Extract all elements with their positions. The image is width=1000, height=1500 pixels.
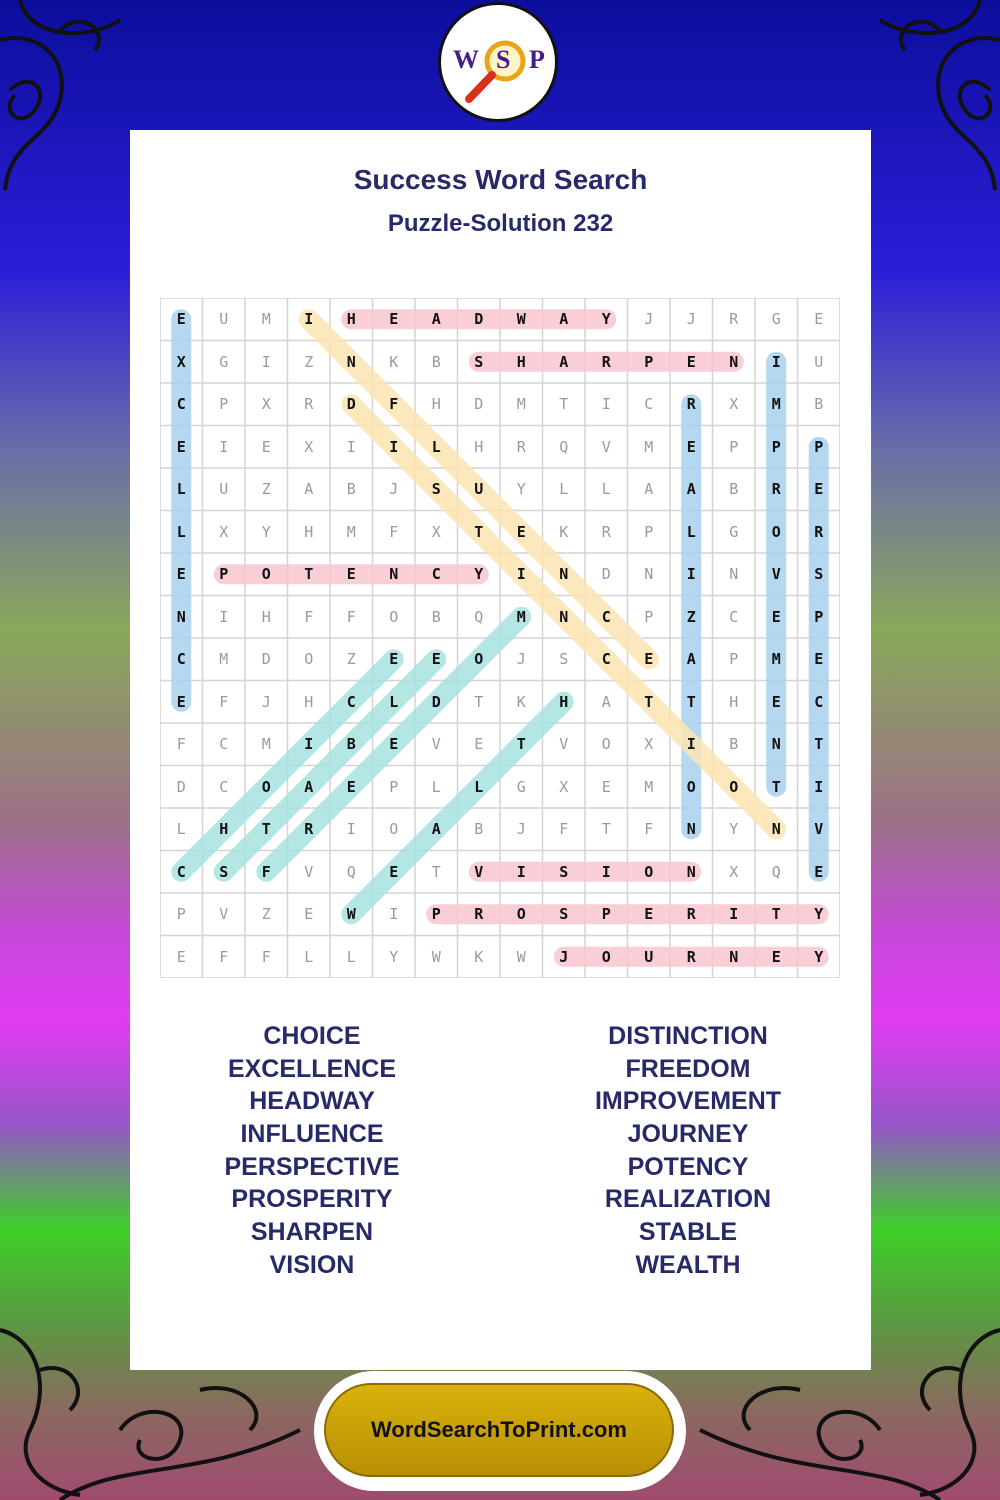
- grid-cell[interactable]: E: [261, 437, 271, 456]
- grid-cell[interactable]: O: [389, 607, 399, 626]
- grid-cell[interactable]: I: [219, 437, 229, 456]
- grid-cell[interactable]: O: [516, 905, 526, 924]
- grid-cell[interactable]: C: [644, 395, 654, 414]
- grid-cell[interactable]: N: [686, 820, 696, 839]
- grid-cell[interactable]: T: [771, 777, 781, 796]
- grid-cell[interactable]: E: [814, 310, 824, 329]
- word-list-item: SHARPEN: [250, 1218, 374, 1247]
- grid-cell[interactable]: N: [729, 352, 739, 371]
- grid-cell[interactable]: R: [304, 395, 314, 414]
- grid-cell[interactable]: A: [559, 352, 569, 371]
- grid-cell[interactable]: O: [729, 777, 739, 796]
- grid-cell[interactable]: F: [261, 862, 271, 881]
- grid-cell[interactable]: A: [431, 310, 441, 329]
- grid-cell[interactable]: I: [304, 735, 314, 754]
- grid-cell[interactable]: C: [176, 395, 186, 414]
- grid-cell[interactable]: B: [474, 820, 484, 839]
- grid-cell[interactable]: J: [261, 692, 271, 711]
- logo-letter-w: W: [453, 45, 479, 74]
- grid-cell[interactable]: O: [474, 650, 484, 669]
- grid-cell[interactable]: M: [644, 437, 654, 456]
- grid-cell[interactable]: N: [686, 862, 696, 881]
- grid-cell[interactable]: M: [771, 650, 781, 669]
- grid-cell[interactable]: D: [601, 565, 611, 584]
- grid-cell[interactable]: O: [389, 820, 399, 839]
- grid-cell[interactable]: N: [729, 565, 739, 584]
- grid-cell[interactable]: B: [346, 480, 356, 499]
- grid-cell[interactable]: T: [686, 692, 696, 711]
- grid-cell[interactable]: I: [389, 905, 399, 924]
- grid-cell[interactable]: P: [219, 565, 229, 584]
- grid-cell[interactable]: L: [431, 777, 441, 796]
- grid-cell[interactable]: E: [389, 735, 399, 754]
- puzzle-subtitle: Puzzle-Solution 232: [387, 210, 614, 237]
- grid-cell[interactable]: B: [431, 352, 441, 371]
- grid-cell[interactable]: V: [474, 862, 484, 881]
- grid-cell[interactable]: O: [644, 862, 654, 881]
- grid-cell[interactable]: P: [814, 607, 824, 626]
- grid-cell[interactable]: E: [686, 437, 696, 456]
- grid-cell[interactable]: E: [346, 565, 356, 584]
- logo-letter-s: S: [496, 45, 511, 74]
- grid-cell[interactable]: E: [389, 650, 399, 669]
- grid-cell[interactable]: B: [814, 395, 824, 414]
- grid-cell[interactable]: I: [729, 905, 739, 924]
- grid-cell[interactable]: N: [729, 947, 739, 966]
- grid-cell[interactable]: D: [346, 395, 356, 414]
- grid-cell[interactable]: S: [559, 650, 569, 669]
- grid-cell[interactable]: M: [346, 522, 356, 541]
- grid-cell[interactable]: B: [346, 735, 356, 754]
- grid-cell[interactable]: F: [559, 820, 569, 839]
- word-list-item: WEALTH: [635, 1250, 741, 1279]
- grid-cell[interactable]: V: [219, 905, 229, 924]
- grid-cell[interactable]: A: [304, 777, 314, 796]
- grid-cell[interactable]: C: [176, 862, 186, 881]
- grid-cell[interactable]: Z: [261, 480, 271, 499]
- grid-cell[interactable]: B: [431, 607, 441, 626]
- grid-cell[interactable]: F: [346, 607, 356, 626]
- grid-cell[interactable]: Y: [601, 310, 611, 329]
- word-list-item: VISION: [269, 1250, 355, 1279]
- grid-cell[interactable]: W: [346, 905, 356, 924]
- grid-cell[interactable]: N: [346, 352, 356, 371]
- word-list-right: [538, 1020, 838, 1282]
- grid-cell[interactable]: N: [771, 820, 781, 839]
- grid-cell[interactable]: D: [431, 692, 441, 711]
- grid-cell[interactable]: L: [346, 947, 356, 966]
- grid-cell[interactable]: H: [304, 522, 314, 541]
- grid-cell[interactable]: Q: [346, 862, 356, 881]
- grid-cell[interactable]: C: [601, 607, 611, 626]
- grid-cell[interactable]: E: [431, 650, 441, 669]
- grid-cell[interactable]: K: [389, 352, 399, 371]
- grid-cell[interactable]: E: [516, 522, 526, 541]
- grid-cell[interactable]: V: [304, 862, 314, 881]
- corner-ornament-top-right: [850, 0, 1000, 200]
- grid-cell[interactable]: M: [771, 395, 781, 414]
- grid-cell[interactable]: F: [389, 522, 399, 541]
- grid-cell[interactable]: R: [304, 820, 314, 839]
- grid-cell[interactable]: I: [771, 352, 781, 371]
- grid-cell[interactable]: Q: [559, 437, 569, 456]
- grid-cell[interactable]: F: [644, 820, 654, 839]
- grid-cell[interactable]: H: [559, 692, 569, 711]
- grid-cell[interactable]: U: [219, 310, 229, 329]
- site-logo[interactable]: [438, 2, 558, 122]
- puzzle-title: Success Word Search: [353, 164, 648, 195]
- grid-cell[interactable]: N: [389, 565, 399, 584]
- grid-cell[interactable]: F: [176, 735, 186, 754]
- grid-cell[interactable]: M: [516, 607, 526, 626]
- grid-cell[interactable]: S: [474, 352, 484, 371]
- grid-cell[interactable]: M: [644, 777, 654, 796]
- grid-cell[interactable]: X: [729, 395, 739, 414]
- grid-cell[interactable]: K: [516, 692, 526, 711]
- grid-cell[interactable]: M: [261, 310, 271, 329]
- grid-cell[interactable]: V: [559, 735, 569, 754]
- grid-cell[interactable]: M: [261, 735, 271, 754]
- grid-cell[interactable]: R: [686, 947, 696, 966]
- grid-cell[interactable]: E: [814, 480, 824, 499]
- word-search-grid: [160, 298, 840, 978]
- word-list-item: INFLUENCE: [240, 1120, 384, 1149]
- grid-cell[interactable]: C: [219, 735, 229, 754]
- grid-cell[interactable]: J: [516, 650, 526, 669]
- grid-cell[interactable]: A: [601, 692, 611, 711]
- grid-cell[interactable]: V: [431, 735, 441, 754]
- grid-cell[interactable]: L: [601, 480, 611, 499]
- grid-cell[interactable]: A: [686, 650, 696, 669]
- grid-cell[interactable]: B: [729, 480, 739, 499]
- grid-cell[interactable]: E: [176, 947, 186, 966]
- grid-cell[interactable]: V: [601, 437, 611, 456]
- grid-cell[interactable]: T: [304, 565, 314, 584]
- grid-cell[interactable]: N: [559, 565, 569, 584]
- grid-cell[interactable]: U: [474, 480, 484, 499]
- site-banner: [314, 1371, 686, 1491]
- grid-cell[interactable]: T: [771, 905, 781, 924]
- grid-cell[interactable]: K: [559, 522, 569, 541]
- grid-cell[interactable]: Y: [729, 820, 739, 839]
- grid-cell[interactable]: B: [729, 735, 739, 754]
- grid-cell[interactable]: S: [814, 565, 824, 584]
- grid-cell[interactable]: C: [431, 565, 441, 584]
- grid-cell[interactable]: X: [261, 395, 271, 414]
- grid-cell[interactable]: F: [219, 947, 229, 966]
- word-list-item: PERSPECTIVE: [224, 1152, 400, 1181]
- grid-cell[interactable]: E: [176, 565, 186, 584]
- grid-cell[interactable]: I: [346, 820, 356, 839]
- grid-cell[interactable]: I: [516, 565, 526, 584]
- grid-cell[interactable]: X: [219, 522, 229, 541]
- grid-cell[interactable]: H: [516, 352, 526, 371]
- grid-cell[interactable]: R: [474, 905, 484, 924]
- grid-cell[interactable]: H: [219, 820, 229, 839]
- grid-cell[interactable]: O: [304, 650, 314, 669]
- grid-cell[interactable]: L: [431, 437, 441, 456]
- grid-cell[interactable]: E: [176, 692, 186, 711]
- grid-cell[interactable]: I: [346, 437, 356, 456]
- grid-cell[interactable]: I: [601, 862, 611, 881]
- grid-cell[interactable]: C: [219, 777, 229, 796]
- grid-cell[interactable]: T: [814, 735, 824, 754]
- grid-cell[interactable]: Y: [814, 905, 824, 924]
- grid-cell[interactable]: F: [219, 692, 229, 711]
- grid-cell[interactable]: Z: [261, 905, 271, 924]
- grid-cell[interactable]: L: [176, 522, 186, 541]
- grid-cell[interactable]: T: [431, 862, 441, 881]
- puzzle-sheet: [130, 130, 871, 1370]
- grid-cell[interactable]: T: [474, 522, 484, 541]
- grid-cell[interactable]: J: [644, 310, 654, 329]
- grid-cell[interactable]: A: [644, 480, 654, 499]
- grid-cell[interactable]: T: [559, 395, 569, 414]
- word-list-item: REALIZATION: [604, 1185, 772, 1214]
- grid-cell[interactable]: W: [516, 310, 526, 329]
- grid-cell[interactable]: T: [261, 820, 271, 839]
- word-list-item: DISTINCTION: [608, 1022, 768, 1050]
- grid-cell[interactable]: J: [559, 947, 569, 966]
- grid-cell[interactable]: E: [686, 352, 696, 371]
- grid-cell[interactable]: C: [601, 650, 611, 669]
- grid-cell[interactable]: Z: [686, 607, 696, 626]
- grid-cell[interactable]: L: [389, 692, 399, 711]
- grid-cell[interactable]: R: [601, 522, 611, 541]
- grid-cell[interactable]: A: [304, 480, 314, 499]
- grid-cell[interactable]: P: [431, 905, 441, 924]
- grid-cell[interactable]: R: [516, 437, 526, 456]
- grid-cell[interactable]: A: [686, 480, 696, 499]
- grid-cell[interactable]: Q: [474, 607, 484, 626]
- grid-cell[interactable]: O: [601, 735, 611, 754]
- grid-cell[interactable]: I: [686, 565, 696, 584]
- grid-cell[interactable]: R: [601, 352, 611, 371]
- grid-cell[interactable]: P: [729, 650, 739, 669]
- grid-cell[interactable]: E: [176, 437, 186, 456]
- grid-cell[interactable]: R: [814, 522, 824, 541]
- grid-cell[interactable]: E: [814, 862, 824, 881]
- grid-cell[interactable]: E: [644, 650, 654, 669]
- grid-cell[interactable]: H: [261, 607, 271, 626]
- word-list-item: JOURNEY: [627, 1120, 749, 1149]
- grid-cell[interactable]: S: [559, 905, 569, 924]
- grid-cell[interactable]: O: [686, 777, 696, 796]
- word-list-item: HEADWAY: [249, 1087, 375, 1116]
- grid-cell[interactable]: C: [346, 692, 356, 711]
- grid-cell[interactable]: M: [516, 395, 526, 414]
- grid-cell[interactable]: C: [814, 692, 824, 711]
- grid-cell[interactable]: I: [601, 395, 611, 414]
- grid-cell[interactable]: Z: [346, 650, 356, 669]
- grid-cell[interactable]: Y: [474, 565, 484, 584]
- word-list-item: CHOICE: [263, 1022, 361, 1050]
- grid-cell[interactable]: L: [176, 820, 186, 839]
- grid-cell[interactable]: R: [729, 310, 739, 329]
- grid-cell[interactable]: E: [771, 607, 781, 626]
- grid-cell[interactable]: P: [389, 777, 399, 796]
- word-list-item: POTENCY: [627, 1152, 749, 1181]
- grid-cell[interactable]: L: [686, 522, 696, 541]
- word-list-item: STABLE: [638, 1218, 738, 1247]
- grid-cell[interactable]: D: [176, 777, 186, 796]
- grid-cell[interactable]: Y: [814, 947, 824, 966]
- grid-cell[interactable]: E: [644, 905, 654, 924]
- grid-cell[interactable]: H: [346, 310, 356, 329]
- grid-cell[interactable]: E: [389, 862, 399, 881]
- grid-cell[interactable]: Q: [771, 862, 781, 881]
- grid-cell[interactable]: G: [771, 310, 781, 329]
- corner-ornament-top-left: [0, 0, 150, 200]
- grid-cell[interactable]: E: [601, 777, 611, 796]
- grid-cell[interactable]: X: [304, 437, 314, 456]
- grid-cell[interactable]: H: [474, 437, 484, 456]
- grid-cell[interactable]: P: [814, 437, 824, 456]
- grid-cell[interactable]: J: [389, 480, 399, 499]
- grid-cell[interactable]: F: [389, 395, 399, 414]
- grid-cell[interactable]: X: [176, 352, 186, 371]
- grid-cell[interactable]: N: [176, 607, 186, 626]
- grid-cell[interactable]: O: [261, 777, 271, 796]
- grid-cell[interactable]: K: [474, 947, 484, 966]
- word-list-item: PROSPERITY: [231, 1185, 393, 1214]
- grid-cell[interactable]: J: [686, 310, 696, 329]
- grid-cell[interactable]: I: [304, 310, 314, 329]
- word-list-item: IMPROVEMENT: [594, 1087, 782, 1116]
- grid-cell[interactable]: N: [559, 607, 569, 626]
- grid-cell[interactable]: C: [729, 607, 739, 626]
- grid-cell[interactable]: V: [771, 565, 781, 584]
- word-list-item: FREEDOM: [625, 1054, 751, 1083]
- grid-cell[interactable]: E: [346, 777, 356, 796]
- grid-cell[interactable]: R: [771, 480, 781, 499]
- grid-cell[interactable]: G: [516, 777, 526, 796]
- grid-cell[interactable]: E: [814, 650, 824, 669]
- grid-cell[interactable]: P: [644, 352, 654, 371]
- grid-cell[interactable]: D: [474, 395, 484, 414]
- grid-cell[interactable]: E: [771, 947, 781, 966]
- grid-cell[interactable]: W: [431, 947, 441, 966]
- grid-cell[interactable]: L: [304, 947, 314, 966]
- grid-cell[interactable]: T: [516, 735, 526, 754]
- grid-cell[interactable]: O: [261, 565, 271, 584]
- grid-cell[interactable]: M: [219, 650, 229, 669]
- grid-cell[interactable]: D: [474, 310, 484, 329]
- grid-cell[interactable]: P: [219, 395, 229, 414]
- grid-cell[interactable]: X: [644, 735, 654, 754]
- grid-cell[interactable]: P: [771, 437, 781, 456]
- grid-cell[interactable]: H: [431, 395, 441, 414]
- grid-cell[interactable]: P: [644, 607, 654, 626]
- grid-cell[interactable]: F: [261, 947, 271, 966]
- grid-cell[interactable]: H: [729, 692, 739, 711]
- grid-cell[interactable]: A: [431, 820, 441, 839]
- grid-cell[interactable]: X: [431, 522, 441, 541]
- grid-cell[interactable]: E: [474, 735, 484, 754]
- grid-cell[interactable]: L: [474, 777, 484, 796]
- grid-cell[interactable]: L: [559, 480, 569, 499]
- grid-cell[interactable]: S: [431, 480, 441, 499]
- grid-cell[interactable]: O: [601, 947, 611, 966]
- grid-cell[interactable]: N: [771, 735, 781, 754]
- grid-cell[interactable]: U: [644, 947, 654, 966]
- grid-cell[interactable]: G: [219, 352, 229, 371]
- grid-cell[interactable]: R: [686, 395, 696, 414]
- grid-cell[interactable]: E: [176, 310, 186, 329]
- logo-letter-p: P: [529, 45, 545, 74]
- grid-cell[interactable]: T: [644, 692, 654, 711]
- grid-cell[interactable]: X: [559, 777, 569, 796]
- grid-cell[interactable]: P: [644, 522, 654, 541]
- grid-cell[interactable]: N: [644, 565, 654, 584]
- grid-cell[interactable]: I: [261, 352, 271, 371]
- grid-cell[interactable]: P: [176, 905, 186, 924]
- grid-cell[interactable]: T: [601, 820, 611, 839]
- word-list-left: [162, 1020, 462, 1282]
- grid-cell[interactable]: G: [729, 522, 739, 541]
- grid-cell[interactable]: O: [771, 522, 781, 541]
- grid-cell[interactable]: C: [176, 650, 186, 669]
- grid-cell[interactable]: E: [771, 692, 781, 711]
- grid-cell[interactable]: Y: [516, 480, 526, 499]
- grid-cell[interactable]: W: [516, 947, 526, 966]
- grid-cell[interactable]: P: [601, 905, 611, 924]
- grid-cell[interactable]: S: [219, 862, 229, 881]
- grid-cell[interactable]: A: [559, 310, 569, 329]
- grid-cell[interactable]: S: [559, 862, 569, 881]
- grid-cell[interactable]: V: [814, 820, 824, 839]
- grid-cell[interactable]: I: [389, 437, 399, 456]
- grid-cell[interactable]: U: [814, 352, 824, 371]
- grid-cell[interactable]: U: [219, 480, 229, 499]
- grid-cell[interactable]: R: [686, 905, 696, 924]
- grid-cell[interactable]: H: [304, 692, 314, 711]
- grid-cell[interactable]: J: [516, 820, 526, 839]
- grid-cell[interactable]: E: [389, 310, 399, 329]
- grid-cell[interactable]: I: [219, 607, 229, 626]
- grid-cell[interactable]: F: [304, 607, 314, 626]
- grid-cell[interactable]: T: [474, 692, 484, 711]
- grid-cell[interactable]: I: [516, 862, 526, 881]
- word-list-item: EXCELLENCE: [227, 1054, 397, 1083]
- grid-cell[interactable]: P: [729, 437, 739, 456]
- site-link[interactable]: WordSearchToPrint.com: [324, 1383, 674, 1477]
- grid-cell[interactable]: Z: [304, 352, 314, 371]
- grid-cell[interactable]: I: [686, 735, 696, 754]
- grid-cell[interactable]: L: [176, 480, 186, 499]
- grid-cell[interactable]: I: [814, 777, 824, 796]
- grid-cell[interactable]: D: [261, 650, 271, 669]
- grid-cell[interactable]: X: [729, 862, 739, 881]
- grid-cell[interactable]: Y: [389, 947, 399, 966]
- grid-cell[interactable]: Y: [261, 522, 271, 541]
- grid-cell[interactable]: E: [304, 905, 314, 924]
